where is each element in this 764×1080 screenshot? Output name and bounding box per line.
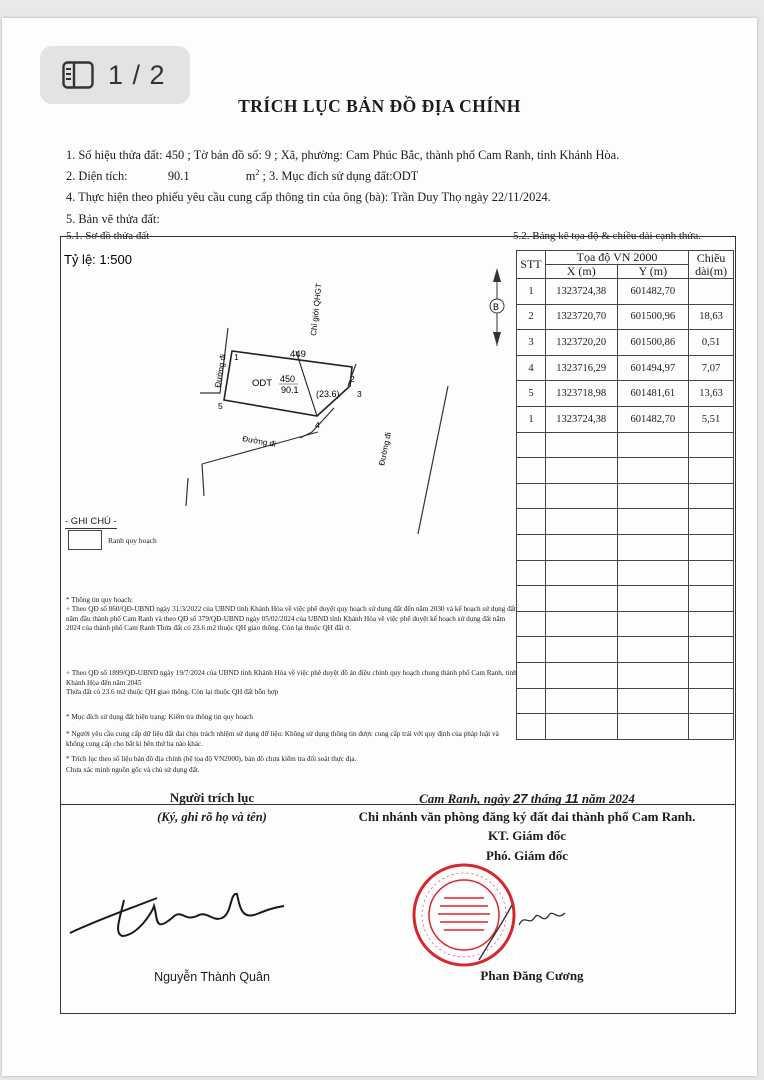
cell-empty xyxy=(517,586,546,612)
area-line: 2. Diện tích: 90.1 $m^2$ ; 3. Mục đích sử dụng đất:ODT xyxy=(66,168,419,184)
note-heading: * Thông tin quy hoạch: xyxy=(66,596,133,604)
cell-x: 1323724,38 xyxy=(545,279,617,305)
coordinate-table xyxy=(516,250,734,740)
cell-empty xyxy=(689,534,734,560)
official-stamp-icon xyxy=(404,860,524,970)
cell-x: 1323720,20 xyxy=(545,330,617,356)
cell-empty xyxy=(517,637,546,663)
parcel-map xyxy=(60,236,516,536)
header-stt: STT xyxy=(517,251,546,279)
note-2: + Theo QĐ số 1899/QĐ-UBND ngày 19/7/2024 của UBND tỉnh Khánh Hòa về việc phê duyệt đồ án điều chỉnh quy hoạch chung thành phố Cam Ranh, tỉnh Khánh Hòa đến năm 2045 xyxy=(66,669,517,687)
document-page xyxy=(2,18,757,1076)
parcel-code: ODT xyxy=(252,378,273,389)
cell-empty xyxy=(545,662,617,688)
signature-right-icon xyxy=(517,903,567,933)
cell-empty xyxy=(545,509,617,535)
neighbor-parcel-label: 449 xyxy=(290,349,306,360)
cell-empty xyxy=(689,432,734,458)
cell-empty xyxy=(545,714,617,740)
table-row-empty xyxy=(517,637,734,663)
cell-y: 601500,86 xyxy=(617,330,689,356)
signer-left-title: Người trích lục xyxy=(169,790,255,805)
map-scale: Tỷ lệ: 1:500 xyxy=(64,252,132,267)
legend-item: Ranh quy hoạch xyxy=(108,536,157,545)
signer-left-subtitle: (Ký, ghi rõ họ và tên) xyxy=(157,810,267,824)
cell-empty xyxy=(689,509,734,535)
cell-empty xyxy=(517,483,546,509)
cell-empty xyxy=(617,509,689,535)
table-row-empty xyxy=(517,509,734,535)
cell-stt: 4 xyxy=(517,355,546,381)
cell-empty xyxy=(617,637,689,663)
section-5-1: 5.1. Sơ đồ thửa đất xyxy=(66,230,150,242)
cell-empty xyxy=(689,688,734,714)
issuing-office: Chi nhánh văn phòng đăng ký đất đai thành phố Cam Ranh. xyxy=(358,809,696,824)
cell-empty xyxy=(689,611,734,637)
cell-empty xyxy=(617,586,689,612)
document-title: TRÍCH LỤC BẢN ĐỒ ĐỊA CHÍNH xyxy=(238,96,521,116)
cell-empty xyxy=(517,560,546,586)
cell-empty xyxy=(617,688,689,714)
cell-empty xyxy=(517,432,546,458)
cell-empty xyxy=(545,637,617,663)
cell-y: 601481,61 xyxy=(617,381,689,407)
road-label-center: Đường đi xyxy=(241,434,277,449)
signer-left-name: Nguyễn Thành Quân xyxy=(154,970,270,984)
cell-x: 1323718,98 xyxy=(545,381,617,407)
request-line: 4. Thực hiện theo phiếu yêu cầu cung cấp thông tin của ông (bà): Trần Duy Thọ ngày 22/11/2024. xyxy=(66,190,551,204)
note-1: + Theo QĐ số 860/QĐ-UBND ngày 31/3/2022 của UBND tỉnh Khánh Hòa về việc phê duyệt quy hoạch sử dụng đất đến năm 2030 và kế hoạch sử dụng đất năm đầu thành phố Cam Ranh và theo QĐ số 379/QĐ-UBND ngày 05/02/2024 của UBND tỉnh Khánh Hòa về việc phê duyệt kế hoạch sử dụng đất năm 2024 của thành phố Cam Ranh Thửa đất có 23.6 m2 thuộc QH giao thông. Còn lại thuộc QH đất ở. xyxy=(66,605,516,632)
cell-empty xyxy=(517,714,546,740)
road-label-right: Đường đi xyxy=(377,431,393,467)
cell-empty xyxy=(517,611,546,637)
cell-empty xyxy=(545,483,617,509)
table-row xyxy=(517,330,734,356)
table-row xyxy=(517,304,734,330)
page-number: 1 / 2 xyxy=(108,59,166,90)
note-3: Thửa đất có 23.6 m2 thuộc QH giao thông. Còn lại thuộc QH đất hỗn hợp xyxy=(66,688,279,696)
cell-empty xyxy=(617,714,689,740)
cell-empty xyxy=(545,688,617,714)
cell-len: 0,51 xyxy=(689,330,734,356)
cell-empty xyxy=(689,483,734,509)
cell-empty xyxy=(545,534,617,560)
table-row-empty xyxy=(517,688,734,714)
table-row xyxy=(517,279,734,305)
cell-len: 13,63 xyxy=(689,381,734,407)
table-row-empty xyxy=(517,714,734,740)
cell-stt: 3 xyxy=(517,330,546,356)
cell-x: 1323716,29 xyxy=(545,355,617,381)
cell-empty xyxy=(617,662,689,688)
cell-x: 1323724,38 xyxy=(545,406,617,432)
table-row-empty xyxy=(517,432,734,458)
signer-right-name: Phan Đăng Cương xyxy=(480,968,584,983)
parcel-number: 450 xyxy=(280,374,296,384)
cell-empty xyxy=(517,458,546,484)
note-6: * Trích lục theo số liệu bản đồ địa chính (hệ tọa độ VN2000), bản đồ chưa kiểm tra đối soát thực địa. xyxy=(66,755,357,763)
cell-stt: 2 xyxy=(517,304,546,330)
cell-stt: 5 xyxy=(517,381,546,407)
parcel-area: 90.1 xyxy=(281,385,299,395)
cell-y: 601494,97 xyxy=(617,355,689,381)
cell-len xyxy=(689,279,734,305)
cell-empty xyxy=(545,560,617,586)
cell-empty xyxy=(689,458,734,484)
cell-empty xyxy=(689,560,734,586)
cell-empty xyxy=(689,637,734,663)
parcel-info-line: 1. Số hiệu thửa đất: 450 ; Tờ bản đồ số: 9 ; Xã, phường: Cam Phúc Bắc, thành phố Cam Ranh, tỉnh Khánh Hòa. xyxy=(66,148,620,162)
svg-text:2: 2 xyxy=(350,374,355,384)
deputy-director: Phó. Giám đốc xyxy=(486,848,568,863)
table-row-empty xyxy=(517,458,734,484)
table-row-empty xyxy=(517,662,734,688)
cell-empty xyxy=(689,586,734,612)
svg-text:3: 3 xyxy=(357,389,362,399)
note-5: * Người yêu cầu cung cấp dữ liệu đất đai chịu trách nhiệm sử dụng dữ liệu: Không sử dụng thông tin được cung cấp trái với quy định của pháp luật và không cung cấp cho bất kì bên thứ ba nào khác. xyxy=(66,730,499,748)
cell-empty xyxy=(689,714,734,740)
north-arrow-icon xyxy=(490,268,504,346)
svg-text:B: B xyxy=(493,302,500,312)
table-row-empty xyxy=(517,560,734,586)
cell-x: 1323720,70 xyxy=(545,304,617,330)
svg-text:4: 4 xyxy=(315,420,320,430)
cell-y: 601500,96 xyxy=(617,304,689,330)
table-row-empty xyxy=(517,534,734,560)
legend-title: - GHI CHÚ - xyxy=(65,516,117,527)
table-row xyxy=(517,381,734,407)
legend-swatch xyxy=(68,530,102,550)
cell-len: 18,63 xyxy=(689,304,734,330)
cell-empty xyxy=(545,432,617,458)
svg-text:5: 5 xyxy=(218,401,223,411)
cell-empty xyxy=(617,611,689,637)
road-label-left: Đường đi xyxy=(213,353,228,389)
cell-y: 601482,70 xyxy=(617,279,689,305)
cell-empty xyxy=(545,458,617,484)
cell-empty xyxy=(617,560,689,586)
svg-text:1: 1 xyxy=(234,352,239,362)
section-5: 5. Bản vẽ thửa đất: xyxy=(66,212,160,226)
cell-len: 7,07 xyxy=(689,355,734,381)
note-4: * Mục đích sử dụng đất hiện trạng: Kiểm tra thông tin quy hoạch xyxy=(66,713,253,721)
cell-empty xyxy=(545,611,617,637)
section-5-2: 5.2. Bảng kê tọa độ & chiều dài cạnh thửa. xyxy=(513,230,702,242)
cell-empty xyxy=(545,586,617,612)
cell-empty xyxy=(517,662,546,688)
table-row xyxy=(517,355,734,381)
cell-stt: 1 xyxy=(517,406,546,432)
planned-area: (23.6) xyxy=(316,389,340,399)
cell-empty xyxy=(517,534,546,560)
cell-y: 601482,70 xyxy=(617,406,689,432)
table-row-empty xyxy=(517,483,734,509)
page-indicator[interactable] xyxy=(40,46,190,104)
table-row xyxy=(517,406,734,432)
cell-empty xyxy=(617,534,689,560)
cell-empty xyxy=(617,432,689,458)
planning-line-label: Chỉ giới QHGT xyxy=(309,282,324,337)
issue-date: Cam Ranh, ngày 27 tháng 11 năm 2024 xyxy=(419,791,635,806)
header-y: Y (m) xyxy=(617,265,689,279)
cell-empty xyxy=(517,688,546,714)
cell-stt: 1 xyxy=(517,279,546,305)
header-length: Chiều dài(m) xyxy=(689,251,734,279)
pages-icon xyxy=(62,61,94,89)
table-row-empty xyxy=(517,586,734,612)
kt-director: KT. Giám đốc xyxy=(487,828,567,843)
cell-empty xyxy=(617,458,689,484)
signature-left-icon xyxy=(62,878,292,948)
header-coord: Tọa độ VN 2000 xyxy=(545,251,688,265)
cell-empty xyxy=(617,483,689,509)
cell-len: 5,51 xyxy=(689,406,734,432)
table-row-empty xyxy=(517,611,734,637)
cell-empty xyxy=(689,662,734,688)
header-x: X (m) xyxy=(545,265,617,279)
cell-empty xyxy=(517,509,546,535)
note-7: Chưa xác minh nguồn gốc và chủ sử dụng đất. xyxy=(66,766,200,774)
area-value: 90.1 xyxy=(167,169,190,184)
